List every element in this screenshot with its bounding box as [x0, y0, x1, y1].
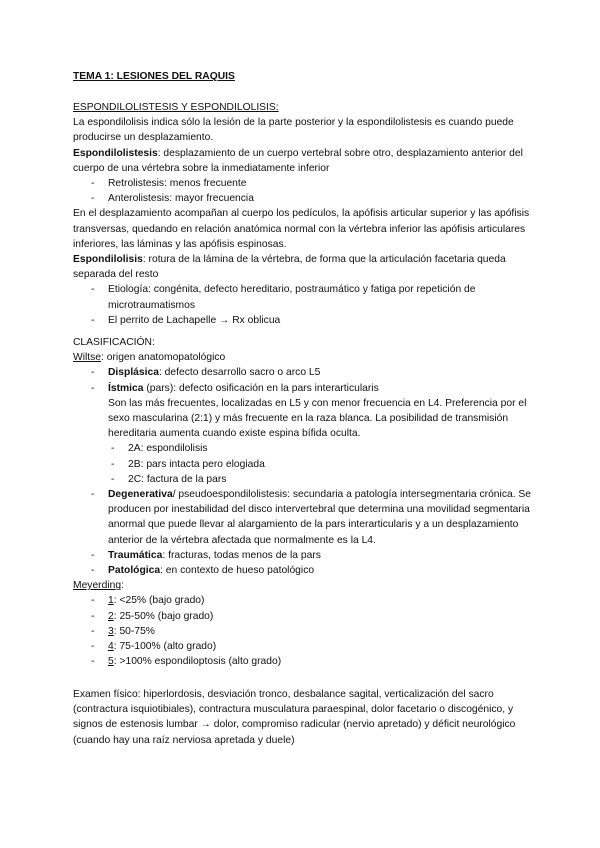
- grade-item: [73, 639, 533, 654]
- list-item: [73, 381, 533, 487]
- bullet-list: [73, 176, 533, 206]
- definition-text: : rotura de la lámina de la vértebra, de forma que la articulación facetaria queda separada del resto: [73, 254, 506, 281]
- term: Degenerativa: [108, 489, 173, 501]
- list-item: [73, 191, 533, 206]
- section-clasificacion: [73, 335, 533, 669]
- bullet-list: [73, 282, 533, 328]
- term: Espondilolisis: [73, 254, 143, 266]
- wiltse-list: [73, 365, 533, 578]
- definition-espondilolisis: [73, 252, 533, 282]
- list-item: [73, 282, 533, 312]
- item-text: 2A: espondilolisis: [128, 443, 208, 455]
- list-item: [73, 487, 533, 548]
- item-text: / pseudoespondilolistesis: secundaria a patología intersegmentaria crónica. Se producen por inestabilidad del disco intervertebral que determina una movilidad segmentaria anormal que puede llevar al alargamiento de la pars interarticularis y a un desplazamiento anterior de la vértebra afectada que normalmente es la L4.: [108, 489, 532, 546]
- dash: -: [91, 565, 95, 577]
- section-heading: CLASIFICACIÓN:: [73, 337, 155, 348]
- section-heading: ESPONDILOLISTESIS Y ESPONDILOLISIS:: [73, 102, 279, 113]
- meyerding-list: [73, 593, 533, 669]
- term: Traumática: [108, 549, 163, 561]
- grade-text: : <25% (bajo grado): [113, 595, 205, 607]
- grade-text: : >100% espondiloptosis (alto grado): [113, 656, 282, 668]
- meyerding-label: Meyerding: [73, 580, 122, 592]
- grade-text: : 50-75%: [113, 625, 155, 637]
- title-block: [73, 69, 533, 84]
- dash: -: [91, 549, 95, 561]
- document-title: TEMA 1: LESIONES DEL RAQUIS: [73, 71, 235, 82]
- sub-item: [73, 457, 533, 472]
- exam-paragraph: Examen físico: hiperlordosis, desviación tronco, desbalance sagital, verticalización del sacro (contractura isquiotibiales), contractura musculatura paraespinal, dolor facetario o discogénico, y signos de estenosis lumbar → dolor, compromiso radicular (nervio apretado) y déficit neurológico (cuando hay una raíz nerviosa apretada y duele): [73, 689, 516, 746]
- dash: -: [91, 367, 95, 379]
- item-text: (pars): defecto osificación en la pars interarticularis: [143, 382, 379, 394]
- section-examen: [73, 687, 533, 748]
- list-item: [73, 176, 533, 191]
- wiltse-line: [73, 350, 533, 365]
- dash: -: [91, 284, 95, 296]
- item-text: Anterolistesis: mayor frecuencia: [108, 193, 254, 205]
- intro-paragraph: La espondilolisis indica sólo la lesión de la parte posterior y la espondilolistesis es cuando puede producirse un desplazamiento.: [73, 117, 514, 144]
- item-text: El perrito de Lachapelle → Rx oblicua: [108, 314, 281, 326]
- item-text: : en contexto de hueso patológico: [160, 565, 315, 577]
- item-text: 2C: factura de la pars: [128, 473, 227, 485]
- dash: -: [111, 458, 115, 470]
- dash: -: [91, 610, 95, 622]
- item-text: Retrolistesis: menos frecuente: [108, 178, 247, 190]
- dash: -: [91, 382, 95, 394]
- grade-item: [73, 609, 533, 624]
- term: Patológica: [108, 565, 161, 577]
- section-espondilolistesis: [73, 100, 533, 328]
- dash: -: [91, 595, 95, 607]
- wiltse-text: : origen anatomopatológico: [101, 352, 226, 364]
- dash: -: [91, 314, 95, 326]
- dash: -: [111, 443, 115, 455]
- item-text: : defecto desarrollo sacro o arco L5: [158, 367, 321, 379]
- sub-item: [73, 441, 533, 456]
- sub-item: [73, 472, 533, 487]
- item-description: Son las más frecuentes, localizadas en L5 y con menor frecuencia en L4. Preferencia por el sexo mascularina (2:1) y más frecuente en la raza blanca. La posibilidad de transmisión hereditaria aumenta cuando existe espina bífida oculta.: [108, 397, 527, 440]
- definition-text: : desplazamiento de un cuerpo vertebral sobre otro, desplazamiento anterior del cuerpo de una vértebra sobre la inmediatamente inferior: [73, 147, 523, 174]
- grade-number: 2: [108, 610, 114, 622]
- item-text: Etiología: congénita, defecto hereditario, postraumático y fatiga por repetición de microtraumatismos: [108, 284, 476, 311]
- item-text: : fracturas, todas menos de la pars: [162, 549, 321, 561]
- grade-item: [73, 593, 533, 608]
- grade-text: : 25-50% (bajo grado): [113, 610, 214, 622]
- term: Espondilolistesis: [73, 147, 158, 159]
- dash: -: [111, 473, 115, 485]
- list-item: [73, 563, 533, 578]
- grade-number: 3: [108, 625, 114, 637]
- dash: -: [91, 656, 95, 668]
- list-item: [73, 548, 533, 563]
- grade-text: : 75-100% (alto grado): [113, 641, 217, 653]
- definition-espondilolistesis: [73, 146, 533, 176]
- wiltse-label: Wiltse: [73, 352, 102, 364]
- dash: -: [91, 489, 95, 501]
- dash: -: [91, 625, 95, 637]
- meyerding-line: [73, 578, 533, 593]
- grade-item: [73, 654, 533, 669]
- displacement-paragraph: En el desplazamiento acompañan al cuerpo los pedículos, la apófisis articular superior y las apófisis transversas, quedando en relación anatómica normal con la vértebra inferior las apófisis articulares inferiores, las láminas y las apófisis espinosas.: [73, 208, 530, 250]
- dash: -: [91, 193, 95, 205]
- grade-number: 1: [108, 595, 114, 607]
- grade-item: [73, 624, 533, 639]
- grade-number: 5: [108, 656, 114, 668]
- sub-list: [73, 441, 533, 487]
- term: Ístmica: [108, 382, 144, 394]
- list-item: [73, 313, 533, 328]
- dash: -: [91, 641, 95, 653]
- list-item: [73, 365, 533, 380]
- meyerding-colon: :: [121, 580, 124, 592]
- grade-number: 4: [108, 641, 114, 653]
- item-text: 2B: pars intacta pero elogiada: [128, 458, 265, 470]
- dash: -: [91, 178, 95, 190]
- term: Displásica: [108, 367, 159, 379]
